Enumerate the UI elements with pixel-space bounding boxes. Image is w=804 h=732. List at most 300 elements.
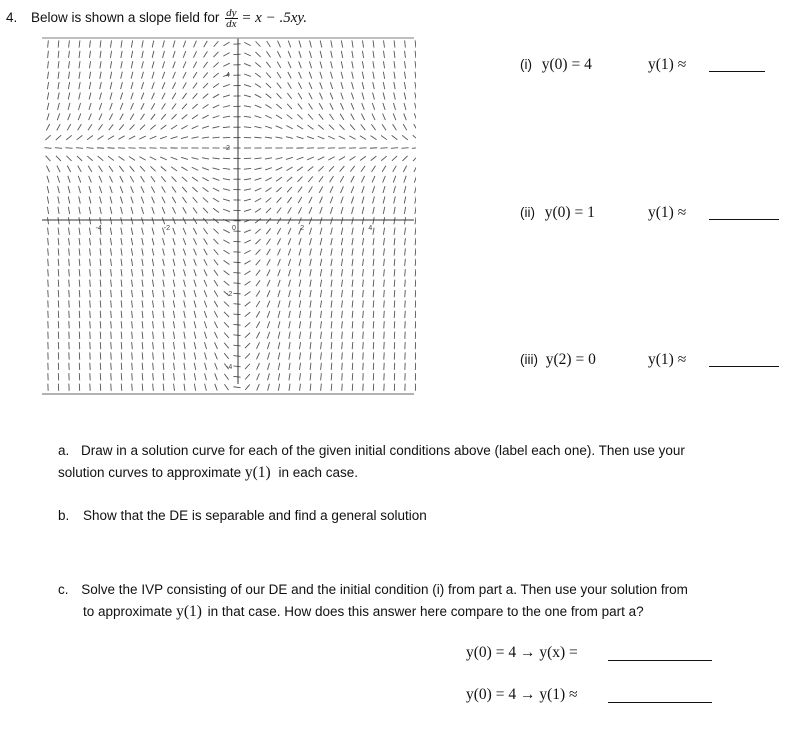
slope-mark (48, 217, 49, 224)
slope-mark (255, 84, 261, 88)
slope-mark (100, 342, 101, 349)
slope-mark (173, 300, 174, 307)
slope-mark (90, 248, 91, 255)
slope-mark (58, 217, 59, 224)
slope-mark (214, 332, 217, 339)
slope-mark (48, 269, 49, 276)
slope-mark (233, 314, 240, 315)
slope-mark (77, 156, 82, 161)
slope-mark (183, 72, 186, 78)
slope-mark (392, 156, 397, 161)
slope-mark (244, 116, 251, 117)
slope-mark (48, 248, 49, 255)
slope-mark (299, 72, 302, 79)
slope-mark (173, 217, 176, 224)
slope-mark (266, 62, 270, 68)
slope-mark (203, 198, 208, 203)
slope-mark (372, 176, 375, 183)
slope-mark (405, 61, 406, 68)
slope-mark (172, 197, 176, 203)
slope-mark (404, 92, 406, 99)
slope-mark (100, 217, 101, 224)
slope-mark (287, 115, 293, 120)
slope-mark (58, 259, 59, 266)
slope-mark (121, 290, 122, 297)
part-c-text: Solve the IVP consisting of our DE and the initial condition (i) from part a. Then use your solution from (81, 582, 688, 597)
slope-mark (277, 238, 280, 244)
slope-mark (321, 342, 322, 349)
slope-mark (173, 280, 175, 287)
slope-mark (363, 280, 364, 287)
slope-mark (363, 300, 364, 307)
slope-mark (160, 157, 167, 160)
slope-mark (402, 156, 407, 161)
slope-mark (373, 61, 374, 68)
slope-mark (184, 300, 186, 307)
slope-mark (120, 197, 122, 204)
slope-mark (266, 51, 270, 57)
slope-mark (267, 290, 270, 297)
slope-mark (310, 238, 312, 245)
slope-mark (173, 311, 174, 318)
slope-mark (204, 290, 207, 297)
slope-mark (183, 51, 186, 58)
slope-mark (121, 259, 122, 266)
slope-mark (310, 321, 311, 328)
slope-mark (142, 228, 144, 235)
slope-mark (276, 126, 283, 129)
slope-mark (213, 218, 219, 223)
ic-approx: y(1) ≈ (648, 351, 687, 368)
slope-mark (152, 72, 154, 79)
slope-mark (90, 269, 91, 276)
slope-mark (341, 186, 344, 193)
slope-mark (142, 342, 143, 349)
slope-mark (44, 148, 51, 149)
slope-mark (318, 125, 323, 130)
slope-mark (373, 228, 374, 235)
slope-mark (328, 157, 334, 161)
slope-mark (182, 197, 186, 203)
slope-mark (255, 105, 262, 108)
slope-mark (277, 83, 281, 89)
slope-mark (278, 384, 279, 391)
slope-mark (110, 197, 112, 204)
slope-mark (78, 124, 82, 130)
slope-mark (132, 332, 133, 339)
slope-mark (278, 363, 280, 370)
slope-mark (257, 384, 260, 391)
answer-prompt: y(0) = 4 → y(x) = (466, 644, 578, 661)
slope-mark (415, 51, 416, 58)
slope-mark (132, 300, 133, 307)
slope-mark (297, 114, 302, 119)
slope-mark (183, 249, 185, 256)
slope-mark (330, 176, 334, 182)
slope-mark (141, 82, 143, 89)
slope-mark (373, 197, 375, 204)
slope-mark (173, 352, 174, 359)
slope-mark (110, 72, 111, 79)
slope-mark (309, 61, 311, 68)
slope-mark (276, 187, 281, 192)
slope-mark (121, 332, 122, 339)
slope-mark (394, 207, 395, 214)
slope-mark (111, 352, 112, 359)
slope-mark (140, 166, 145, 171)
slope-mark (58, 40, 59, 47)
slope-mark (57, 124, 60, 130)
slope-mark (193, 228, 196, 234)
slope-mark (79, 82, 80, 89)
slope-mark (173, 61, 175, 68)
slope-mark (244, 271, 250, 275)
slope-mark (415, 103, 416, 110)
slope-mark (89, 103, 91, 110)
slope-mark (184, 342, 185, 349)
problem-number: 4. (6, 10, 18, 26)
slope-mark (163, 290, 164, 297)
slope-mark (203, 62, 207, 68)
slope-mark (415, 82, 416, 89)
slope-mark (172, 207, 175, 214)
slope-mark (415, 248, 416, 255)
slope-mark (278, 280, 280, 287)
slope-mark (202, 158, 209, 159)
slope-mark (48, 40, 49, 47)
slope-mark (297, 125, 303, 129)
slope-mark (100, 238, 101, 245)
slope-mark (153, 373, 154, 380)
slope-mark (194, 301, 196, 308)
slope-mark (173, 342, 174, 349)
slope-mark (142, 269, 143, 276)
slope-mark (276, 167, 283, 170)
slope-mark (330, 197, 333, 204)
part-c-text2: to approximate (83, 604, 173, 619)
slope-mark (192, 115, 198, 119)
slope-mark (214, 239, 219, 244)
slope-mark (278, 290, 280, 297)
slope-mark (394, 186, 396, 193)
answer-blank[interactable] (608, 702, 712, 703)
slope-mark (121, 207, 123, 214)
slope-mark (373, 269, 374, 276)
slope-mark (384, 269, 385, 276)
slope-mark (131, 207, 133, 214)
slope-mark (214, 301, 218, 307)
slope-mark (255, 198, 261, 201)
slope-mark (277, 93, 282, 98)
slope-mark (183, 62, 186, 69)
slope-mark (415, 300, 416, 307)
slope-mark (79, 51, 80, 58)
slope-mark (299, 352, 300, 359)
slope-mark (307, 157, 314, 160)
slope-mark (99, 166, 103, 172)
slope-mark (99, 176, 102, 183)
slope-mark (320, 82, 323, 89)
slope-mark (255, 62, 260, 67)
slope-mark (349, 136, 355, 140)
slope-mark (150, 157, 156, 160)
slope-mark (90, 51, 91, 58)
part-a (58, 440, 798, 484)
slope-mark (288, 269, 290, 276)
slope-mark (131, 40, 132, 47)
slope-mark (267, 353, 269, 360)
slope-mark (121, 61, 122, 68)
slope-mark (363, 352, 364, 359)
slope-mark (47, 103, 49, 110)
slope-mark (204, 270, 207, 277)
slope-mark (298, 207, 301, 213)
slope-mark (213, 229, 218, 234)
slope-mark (47, 207, 48, 214)
part-c-answer-2 (466, 686, 726, 708)
slope-mark (289, 311, 291, 318)
slope-mark (142, 384, 143, 391)
slope-mark (223, 116, 230, 117)
slope-mark (202, 126, 209, 128)
slope-mark (289, 352, 290, 359)
slope-mark (373, 342, 374, 349)
slope-mark (182, 114, 188, 119)
slope-mark (100, 82, 102, 89)
slope-mark (223, 209, 230, 212)
slope-mark (394, 248, 395, 255)
slope-mark (100, 280, 101, 287)
slope-mark (373, 82, 375, 89)
slope-mark (214, 249, 219, 255)
slope-mark (351, 197, 353, 204)
slope-mark (110, 40, 111, 47)
slope-mark (69, 248, 70, 255)
slope-mark (329, 114, 333, 120)
slope-mark (162, 103, 166, 109)
ic-condition: y(0) = 1 (544, 204, 595, 221)
slope-mark (58, 269, 59, 276)
slope-mark (267, 332, 269, 339)
ic-answer-blank[interactable] (709, 219, 779, 220)
slope-mark (331, 228, 333, 235)
slope-mark (300, 373, 301, 380)
slope-mark (204, 332, 206, 339)
slope-mark (352, 280, 353, 287)
slope-mark (255, 116, 262, 118)
slope-mark (184, 269, 186, 276)
slope-mark (193, 93, 198, 98)
slope-mark (341, 93, 343, 100)
slope-mark (67, 166, 70, 172)
slope-mark (77, 135, 83, 139)
slope-mark (415, 228, 416, 235)
part-letter: a. (58, 443, 70, 458)
slope-mark (244, 240, 251, 243)
slope-mark (193, 207, 197, 213)
slope-mark (256, 280, 260, 286)
slope-mark (402, 135, 408, 140)
slope-mark (394, 93, 396, 100)
slope-mark (121, 311, 122, 318)
slope-mark (58, 186, 60, 193)
slope-mark (245, 312, 251, 317)
slope-mark (383, 228, 384, 235)
slope-mark (310, 363, 311, 370)
slope-mark (162, 82, 165, 89)
slope-mark (277, 72, 281, 78)
slope-mark (350, 124, 355, 130)
slope-mark (141, 176, 145, 182)
slope-mark (341, 217, 343, 224)
slope-mark (268, 373, 270, 380)
slope-mark (340, 176, 344, 182)
slope-mark (142, 280, 143, 287)
slope-mark (245, 322, 250, 327)
slope-mark (223, 84, 230, 86)
slope-mark (142, 238, 144, 245)
slope-mark (245, 281, 251, 285)
slope-mark (373, 72, 374, 79)
slope-mark (341, 207, 343, 214)
slope-mark (341, 61, 343, 68)
slope-mark (380, 148, 387, 149)
slope-mark (373, 217, 374, 224)
slope-mark (161, 114, 166, 119)
slope-mark (224, 322, 229, 327)
slope-mark (141, 207, 143, 214)
slope-mark (278, 332, 280, 339)
slope-mark (120, 176, 123, 182)
slope-mark (404, 113, 407, 120)
slope-mark (308, 167, 314, 172)
slope-mark (173, 238, 175, 245)
slope-mark (89, 197, 91, 204)
slope-mark (110, 186, 112, 193)
slope-mark (309, 197, 312, 203)
slope-mark (141, 93, 144, 100)
slope-mark (142, 290, 143, 297)
slope-mark (320, 248, 322, 255)
slope-mark (320, 207, 322, 214)
slope-mark (204, 259, 207, 265)
slope-mark (172, 177, 177, 182)
slope-mark (100, 40, 101, 47)
slope-mark (58, 103, 60, 110)
slope-mark (363, 290, 364, 297)
slope-mark (100, 332, 101, 339)
slope-mark (132, 352, 133, 359)
slope-mark (183, 207, 187, 213)
slope-mark (192, 187, 197, 192)
slope-mark (405, 40, 406, 47)
slope-mark (87, 156, 92, 161)
slope-mark (194, 384, 195, 391)
ic-row-1 (520, 56, 790, 78)
slope-mark (331, 311, 332, 318)
slope-mark (110, 82, 112, 89)
slope-mark (244, 85, 251, 87)
answer-blank[interactable] (608, 660, 712, 661)
slope-mark (87, 135, 93, 139)
slope-mark (394, 40, 395, 47)
slope-mark (405, 280, 406, 287)
ic-answer-blank[interactable] (709, 71, 765, 72)
slope-mark (173, 290, 174, 297)
slope-mark (289, 290, 291, 297)
slope-mark (110, 103, 113, 110)
slope-mark (373, 332, 374, 339)
slope-mark (412, 148, 416, 149)
part-letter: c. (58, 582, 69, 597)
slope-mark (288, 218, 291, 224)
slope-mark (204, 311, 206, 318)
x-tick-label: 2 (300, 225, 305, 232)
y-tick-label: -4 (226, 364, 233, 371)
slope-mark (351, 186, 354, 193)
slope-mark (392, 135, 398, 139)
slope-mark (286, 126, 292, 129)
slope-mark (153, 363, 154, 370)
slope-mark (141, 197, 144, 204)
slope-mark (48, 290, 49, 297)
ic-answer-blank[interactable] (709, 366, 779, 367)
slope-mark (245, 353, 250, 358)
slope-mark (163, 373, 164, 380)
slope-mark (89, 72, 90, 79)
slope-mark (215, 373, 218, 380)
slope-mark (310, 332, 311, 339)
slope-mark (244, 199, 251, 201)
slope-mark (372, 166, 376, 172)
slope-mark (204, 342, 206, 349)
slope-mark (68, 82, 69, 89)
slope-mark (90, 321, 91, 328)
slope-mark (183, 41, 185, 48)
slope-mark (404, 176, 406, 183)
slope-mark (244, 53, 251, 56)
slope-mark (215, 384, 217, 391)
slope-mark (233, 283, 240, 284)
slope-mark (362, 72, 364, 79)
slope-mark (194, 41, 197, 48)
slope-mark (391, 148, 398, 149)
slope-mark (131, 238, 132, 245)
slope-mark (184, 332, 185, 339)
slope-mark (266, 218, 271, 223)
slope-mark (214, 280, 218, 286)
slope-mark (244, 106, 251, 107)
slope-mark (193, 51, 196, 57)
ic-condition: y(0) = 4 (541, 56, 592, 73)
slope-mark (371, 156, 377, 161)
slope-mark (352, 238, 353, 245)
slope-mark (288, 207, 292, 213)
slope-mark (205, 384, 207, 391)
slope-mark (321, 384, 322, 391)
slope-mark (99, 186, 101, 193)
slope-mark (47, 82, 48, 89)
slope-mark (152, 207, 154, 214)
slope-mark (363, 259, 364, 266)
slope-mark (90, 280, 91, 287)
slope-mark (352, 290, 353, 297)
slope-mark (362, 248, 363, 255)
slope-mark (132, 290, 133, 297)
slope-mark (330, 103, 333, 109)
slope-mark (331, 40, 332, 47)
slope-mark (79, 300, 80, 307)
